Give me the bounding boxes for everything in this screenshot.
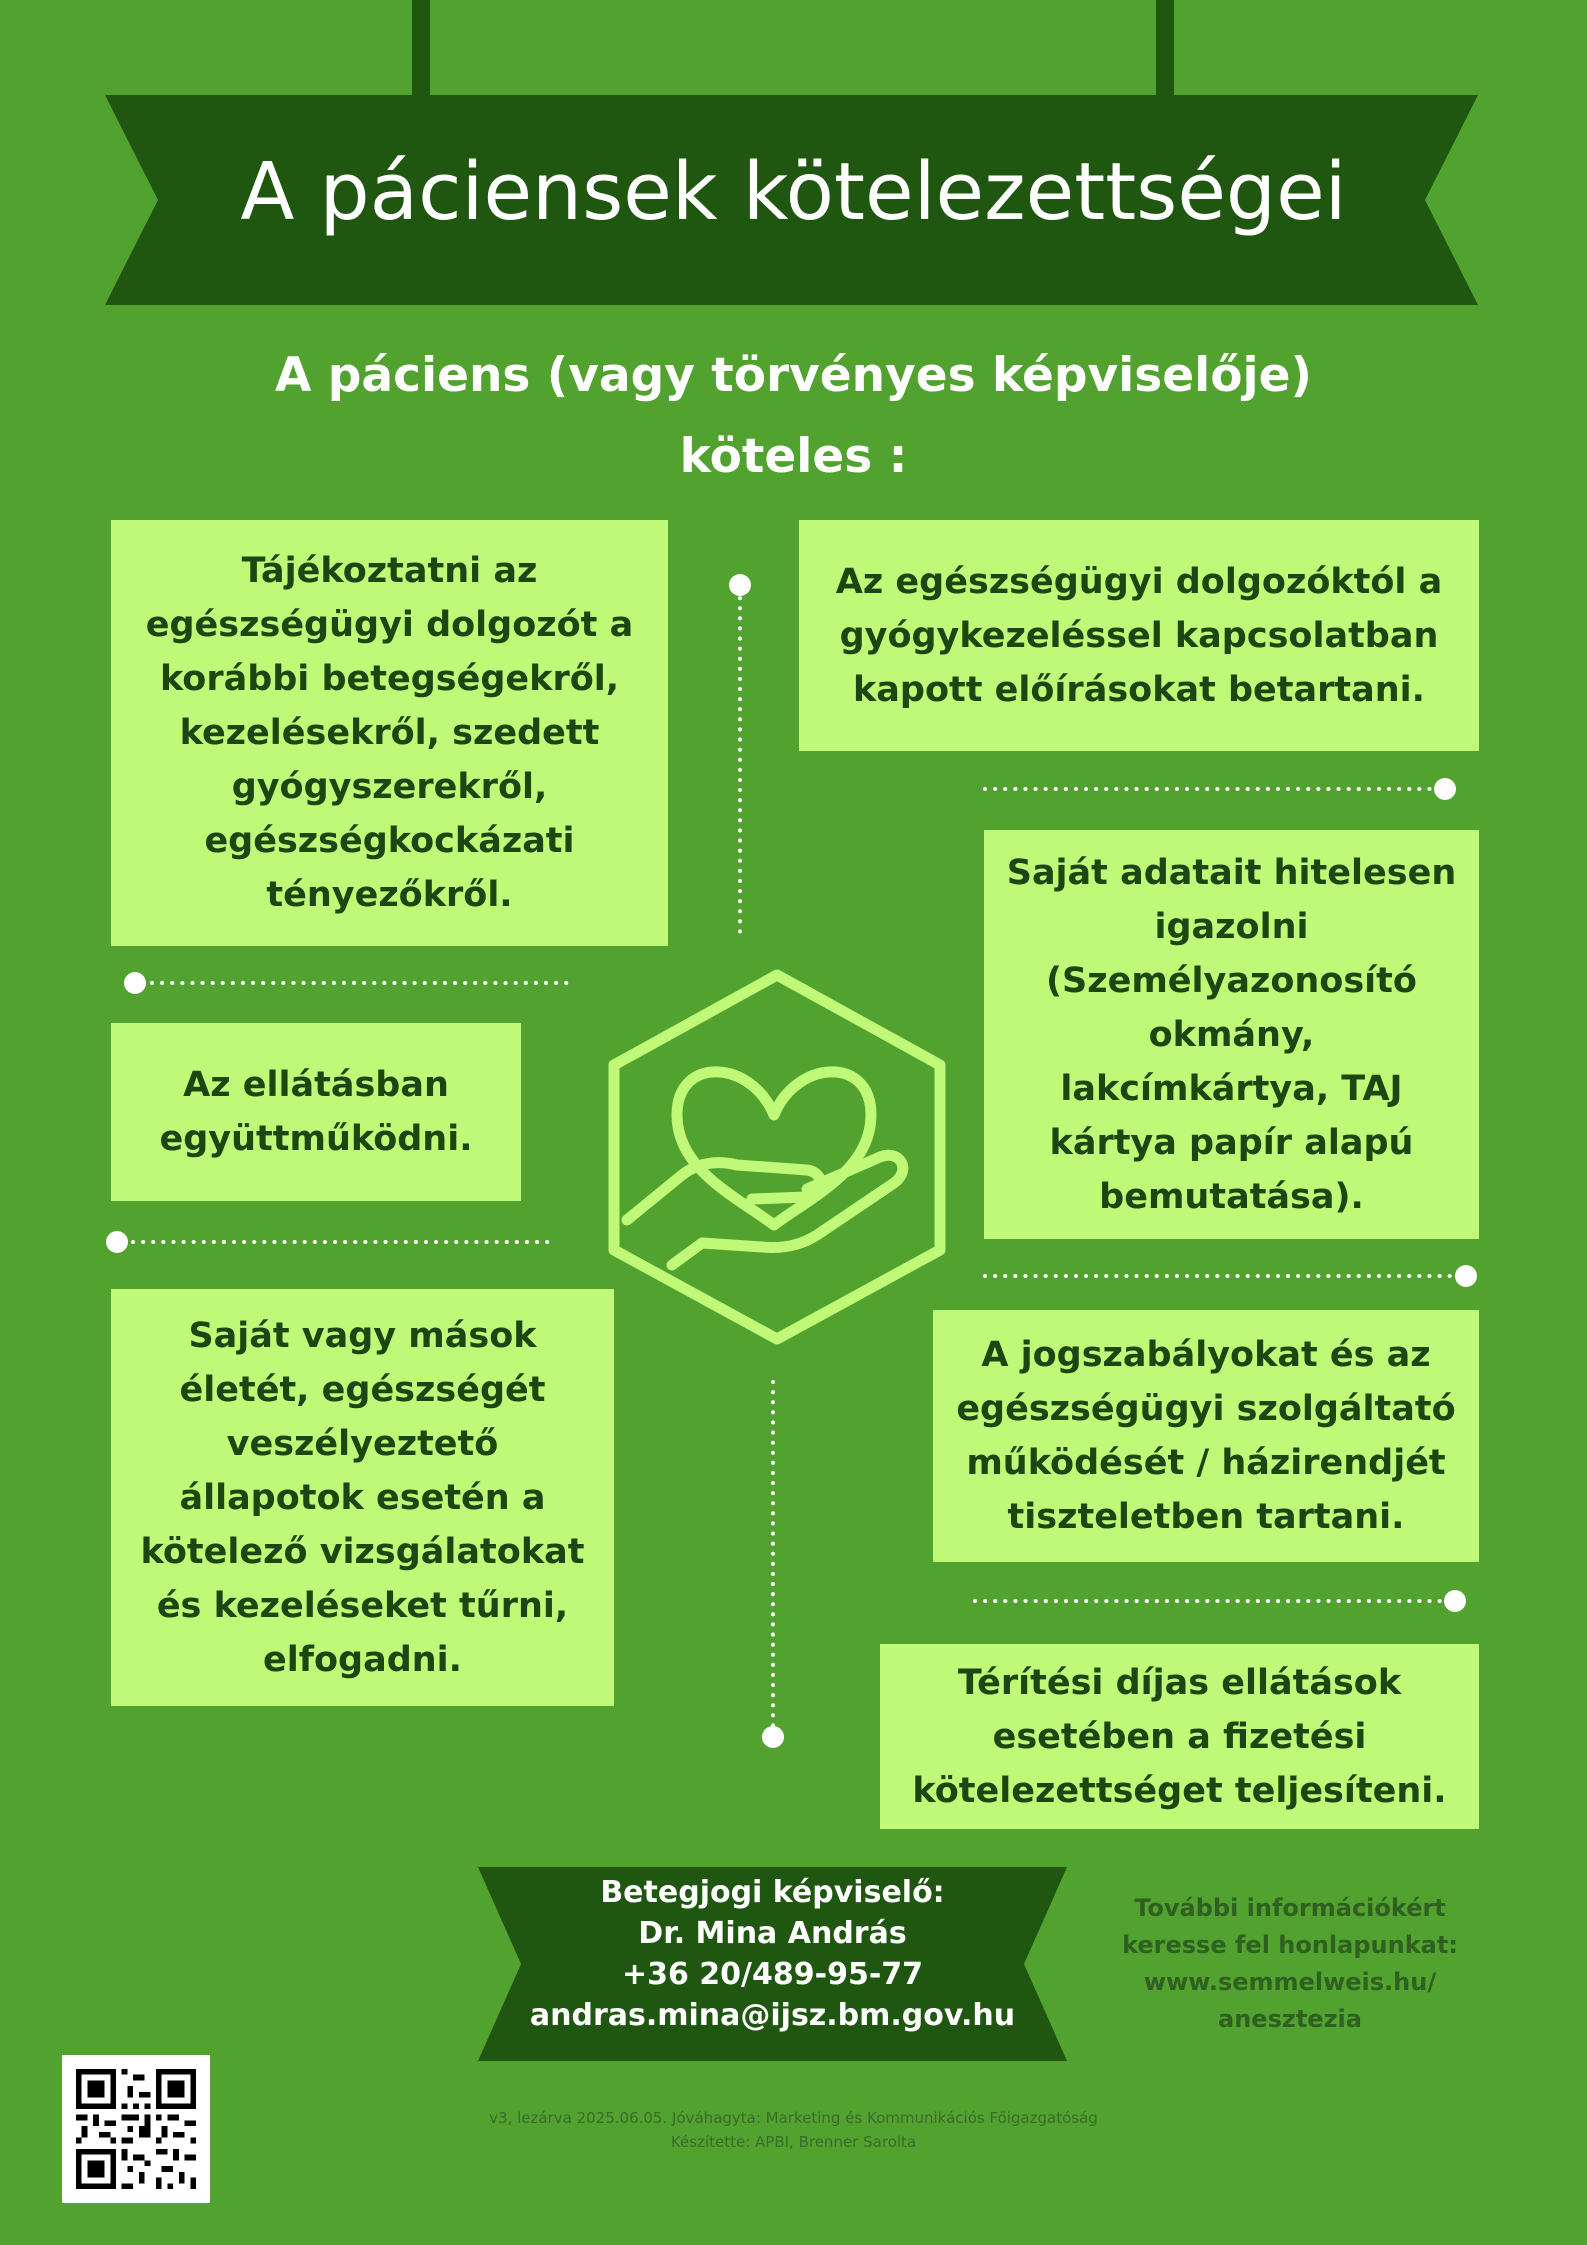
box-line: Térítési díjas ellátások [957, 1662, 1402, 1703]
box-line: Saját adatait hitelesen [1006, 852, 1457, 893]
obligation-box-verify-identity [984, 830, 1479, 1239]
footnote-line: Készítette: APBI, Brenner Sarolta [670, 2133, 917, 2151]
contact-role: Betegjogi képviselő: [600, 1875, 945, 1910]
box-line: és kezeléseket tűrni, [156, 1585, 569, 1626]
box-line: korábbi betegségekről, [159, 659, 620, 699]
box-line: egészségügyi szolgáltató [956, 1389, 1456, 1429]
heart-in-hand-hexagon-icon [602, 965, 952, 1345]
obligation-box-cooperate [111, 1023, 521, 1201]
footnote [0, 2106, 1587, 2154]
box-line: tiszteletben tartani. [1007, 1497, 1405, 1537]
page-title: A páciensek kötelezettségei [240, 146, 1347, 238]
box-line: kártya papír alapú [1049, 1122, 1414, 1163]
more-info [1110, 1890, 1470, 2038]
box-line: gyógyszerekről, [231, 767, 548, 807]
contact-email[interactable]: andras.mina@ijsz.bm.gov.hu [529, 1998, 1016, 2033]
info-line: További információkért [1134, 1894, 1446, 1922]
box-line: kötelezettséget teljesíteni. [912, 1770, 1447, 1811]
box-line: tényezőkről. [266, 875, 513, 915]
obligation-box-follow-instructions [799, 520, 1479, 751]
box-line: (Személyazonosító [1046, 960, 1417, 1001]
box-line: okmány, [1148, 1014, 1315, 1055]
box-line: A jogszabályokat és az [981, 1335, 1431, 1375]
box-line: kapott előírásokat betartani. [853, 669, 1425, 710]
box-line: egészségkockázati [204, 821, 575, 861]
box-line: elfogadni. [263, 1639, 462, 1680]
box-line: veszélyeztető [226, 1423, 499, 1464]
contact-info [478, 1872, 1067, 2036]
box-line: működését / házirendjét [966, 1443, 1446, 1483]
contact-phone: +36 20/489-95-77 [621, 1957, 924, 1992]
box-line: gyógykezeléssel kapcsolatban [839, 615, 1439, 656]
info-link[interactable]: www.semmelweis.hu/ [1143, 1968, 1437, 1996]
subtitle-line: köteles : [679, 429, 908, 484]
box-line: esetében a fizetési [992, 1716, 1367, 1757]
box-line: kötelező vizsgálatokat [140, 1531, 585, 1572]
box-line: állapotok esetén a [179, 1477, 546, 1518]
box-line: Az ellátásban [183, 1065, 449, 1105]
obligation-box-inform [111, 520, 668, 946]
footnote-line: v3, lezárva 2025.06.05. Jóváhagyta: Marketing és Kommunikációs Főigazgatóság [489, 2109, 1098, 2127]
box-line: együttműködni. [159, 1119, 473, 1159]
box-line: Az egészségügyi dolgozóktól a [835, 561, 1443, 602]
box-line: életét, egészségét [179, 1369, 546, 1410]
contact-name: Dr. Mina András [638, 1916, 907, 1951]
obligation-box-payment [880, 1644, 1479, 1829]
obligation-box-accept-treatment [111, 1289, 614, 1706]
box-line: lakcímkártya, TAJ [1060, 1068, 1403, 1109]
box-line: igazolni [1154, 906, 1309, 947]
info-line: keresse fel honlapunkat: [1122, 1931, 1458, 1959]
box-line: Tájékoztatni az [241, 551, 538, 591]
box-line: Saját vagy mások [188, 1315, 537, 1356]
box-line: kezelésekről, szedett [179, 713, 600, 753]
box-line: bemutatása). [1099, 1176, 1364, 1217]
subtitle-line: A páciens (vagy törvényes képviselője) [275, 348, 1312, 403]
obligation-box-respect-rules [933, 1310, 1479, 1562]
box-line: egészségügyi dolgozót a [145, 605, 634, 645]
info-link[interactable]: anesztezia [1218, 2005, 1362, 2033]
